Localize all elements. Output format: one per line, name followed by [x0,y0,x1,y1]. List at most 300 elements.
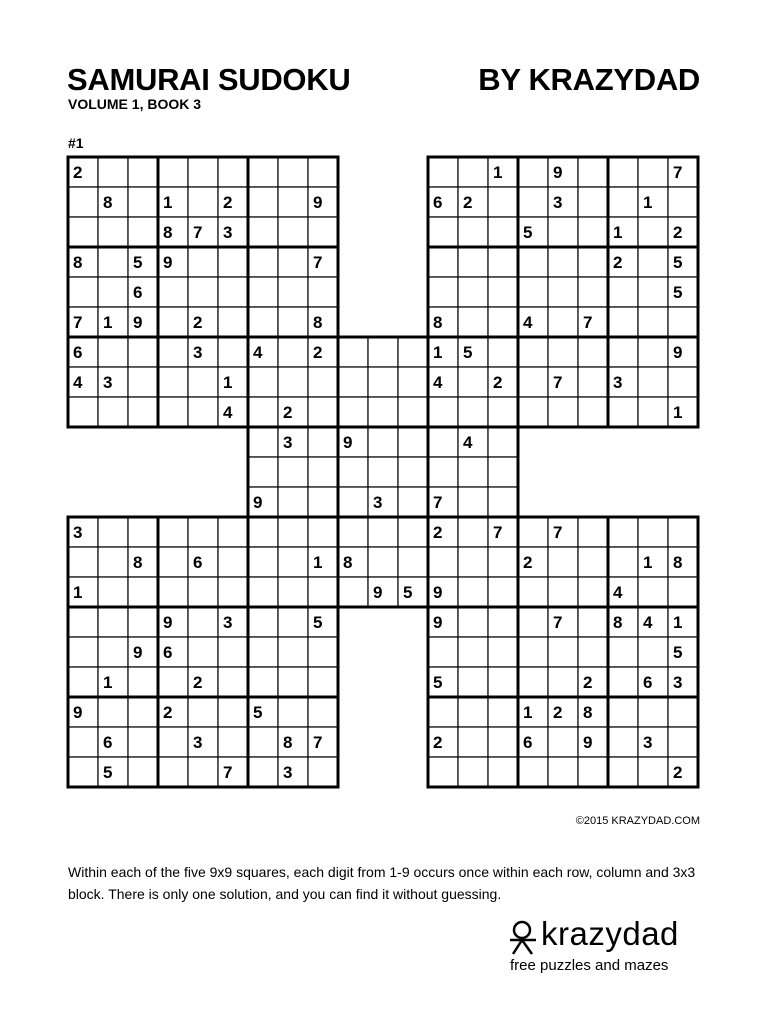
sudoku-cell[interactable] [128,337,158,367]
sudoku-cell[interactable] [308,427,338,457]
sudoku-cell[interactable] [548,727,578,757]
sudoku-cell[interactable] [98,217,128,247]
sudoku-cell[interactable] [188,607,218,637]
given-digit: 9 [583,733,593,752]
sudoku-cell[interactable] [158,757,188,787]
sudoku-cell[interactable] [338,397,368,427]
sudoku-cell[interactable] [578,577,608,607]
given-digit: 8 [433,313,443,332]
sudoku-cell[interactable] [68,667,98,697]
sudoku-cell[interactable] [668,187,698,217]
sudoku-cell[interactable] [98,697,128,727]
sudoku-cell[interactable] [158,277,188,307]
sudoku-cell[interactable] [518,607,548,637]
sudoku-cell[interactable] [98,277,128,307]
given-digit: 8 [613,613,623,632]
sudoku-cell[interactable] [68,757,98,787]
sudoku-cell[interactable] [128,367,158,397]
sudoku-cell[interactable] [368,427,398,457]
sudoku-cell[interactable] [638,217,668,247]
sudoku-cell[interactable] [98,247,128,277]
given-digit: 8 [73,253,83,272]
sudoku-cell[interactable] [458,367,488,397]
sudoku-cell[interactable] [638,277,668,307]
sudoku-cell[interactable] [518,277,548,307]
sudoku-cell[interactable] [428,247,458,277]
sudoku-cell[interactable] [98,577,128,607]
sudoku-cell[interactable] [548,547,578,577]
sudoku-cell[interactable] [398,367,428,397]
sudoku-cell[interactable] [278,187,308,217]
sudoku-cell[interactable] [458,397,488,427]
sudoku-cell[interactable] [398,337,428,367]
given-digit: 9 [133,643,143,662]
sudoku-cell[interactable] [278,217,308,247]
sudoku-cell[interactable] [608,307,638,337]
sudoku-cell[interactable] [248,667,278,697]
sudoku-cell[interactable] [488,727,518,757]
sudoku-cell[interactable] [548,577,578,607]
sudoku-cell[interactable] [488,337,518,367]
sudoku-cell[interactable] [578,607,608,637]
sudoku-cell[interactable] [278,457,308,487]
given-digit: 5 [253,703,263,722]
sudoku-cell[interactable] [188,157,218,187]
sudoku-cell[interactable] [158,397,188,427]
sudoku-cell[interactable] [458,247,488,277]
sudoku-cell[interactable] [488,607,518,637]
sudoku-cell[interactable] [398,517,428,547]
sudoku-cell[interactable] [68,607,98,637]
sudoku-cell[interactable] [428,757,458,787]
sudoku-cell[interactable] [578,337,608,367]
sudoku-cell[interactable] [458,577,488,607]
sudoku-cell[interactable] [518,517,548,547]
sudoku-cell[interactable] [218,697,248,727]
sudoku-cell[interactable] [608,397,638,427]
given-digit: 7 [193,223,203,242]
sudoku-cell[interactable] [68,277,98,307]
sudoku-cell[interactable] [248,187,278,217]
sudoku-cell[interactable] [248,427,278,457]
sudoku-cell[interactable] [308,577,338,607]
given-digit: 8 [313,313,323,332]
sudoku-cell[interactable] [458,307,488,337]
sudoku-cell[interactable] [218,157,248,187]
sudoku-cell[interactable] [278,607,308,637]
sudoku-cell[interactable] [458,637,488,667]
sudoku-cell[interactable] [308,277,338,307]
sudoku-cell[interactable] [458,517,488,547]
sudoku-cell[interactable] [308,157,338,187]
sudoku-cell[interactable] [668,367,698,397]
sudoku-cell[interactable] [428,217,458,247]
sudoku-cell[interactable] [668,577,698,607]
sudoku-cell[interactable] [458,217,488,247]
sudoku-cell[interactable] [308,487,338,517]
sudoku-cell[interactable] [488,277,518,307]
sudoku-cell[interactable] [518,247,548,277]
sudoku-cell[interactable] [488,577,518,607]
sudoku-cell[interactable] [608,517,638,547]
sudoku-cell[interactable] [488,487,518,517]
sudoku-cell[interactable] [518,367,548,397]
sudoku-cell[interactable] [188,187,218,217]
sudoku-cell[interactable] [128,757,158,787]
sudoku-cell[interactable] [428,427,458,457]
sudoku-cell[interactable] [458,457,488,487]
sudoku-cell[interactable] [278,487,308,517]
sudoku-cell[interactable] [488,697,518,727]
sudoku-cell[interactable] [68,397,98,427]
sudoku-cell[interactable] [458,757,488,787]
sudoku-cell[interactable] [128,577,158,607]
sudoku-cell[interactable] [638,367,668,397]
sudoku-cell[interactable] [548,247,578,277]
sudoku-cell[interactable] [368,367,398,397]
sudoku-cell[interactable] [368,397,398,427]
sudoku-cell[interactable] [608,667,638,697]
sudoku-cell[interactable] [548,307,578,337]
sudoku-cell[interactable] [578,547,608,577]
sudoku-cell[interactable] [578,157,608,187]
sudoku-cell[interactable] [128,667,158,697]
sudoku-cell[interactable] [518,637,548,667]
given-digit: 7 [73,313,83,332]
sudoku-cell[interactable] [278,367,308,397]
sudoku-cell[interactable] [578,367,608,397]
sudoku-cell[interactable] [278,547,308,577]
sudoku-cell[interactable] [488,457,518,487]
sudoku-cell[interactable] [578,637,608,667]
sudoku-cell[interactable] [638,757,668,787]
sudoku-cell[interactable] [518,337,548,367]
sudoku-cell[interactable] [248,607,278,637]
sudoku-cell[interactable] [128,217,158,247]
sudoku-cell[interactable] [98,517,128,547]
sudoku-cell[interactable] [158,547,188,577]
given-digit: 9 [163,253,173,272]
sudoku-cell[interactable] [578,277,608,307]
sudoku-cell[interactable] [458,667,488,697]
sudoku-cell[interactable] [488,187,518,217]
sudoku-cell[interactable] [278,337,308,367]
given-digit: 7 [583,313,593,332]
sudoku-cell[interactable] [308,517,338,547]
sudoku-cell[interactable] [218,517,248,547]
sudoku-cell[interactable] [278,637,308,667]
sudoku-cell[interactable] [578,217,608,247]
given-digit: 2 [433,523,443,542]
sudoku-cell[interactable] [428,697,458,727]
sudoku-cell[interactable] [398,547,428,577]
sudoku-cell[interactable] [458,547,488,577]
sudoku-cell[interactable] [248,457,278,487]
sudoku-cell[interactable] [68,637,98,667]
sudoku-cell[interactable] [278,307,308,337]
sudoku-cell[interactable] [608,637,638,667]
given-digit: 1 [523,703,533,722]
sudoku-cell[interactable] [248,157,278,187]
sudoku-cell[interactable] [218,247,248,277]
given-digit: 1 [673,613,683,632]
sudoku-cell[interactable] [98,157,128,187]
given-digit: 8 [283,733,293,752]
sudoku-cell[interactable] [248,637,278,667]
sudoku-cell[interactable] [98,637,128,667]
sudoku-cell[interactable] [368,547,398,577]
sudoku-cell[interactable] [638,397,668,427]
sudoku-cell[interactable] [338,367,368,397]
sudoku-cell[interactable] [398,487,428,517]
sudoku-cell[interactable] [248,757,278,787]
sudoku-cell[interactable] [458,277,488,307]
given-digit: 4 [73,373,83,392]
sudoku-cell[interactable] [128,517,158,547]
sudoku-cell[interactable] [518,757,548,787]
sudoku-cell[interactable] [638,577,668,607]
sudoku-cell[interactable] [158,337,188,367]
sudoku-cell[interactable] [428,277,458,307]
sudoku-cell[interactable] [428,157,458,187]
sudoku-cell[interactable] [608,727,638,757]
sudoku-cell[interactable] [488,637,518,667]
sudoku-cell[interactable] [458,487,488,517]
given-digit: 2 [523,553,533,572]
given-digit: 5 [433,673,443,692]
sudoku-cell[interactable] [98,547,128,577]
sudoku-cell[interactable] [488,307,518,337]
sudoku-cell[interactable] [248,277,278,307]
sudoku-cell[interactable] [218,577,248,607]
sudoku-cell[interactable] [308,457,338,487]
sudoku-cell[interactable] [188,637,218,667]
sudoku-cell[interactable] [608,277,638,307]
sudoku-cell[interactable] [578,397,608,427]
sudoku-cell[interactable] [638,157,668,187]
sudoku-cell[interactable] [278,667,308,697]
sudoku-cell[interactable] [248,547,278,577]
sudoku-cell[interactable] [248,307,278,337]
given-digit: 2 [553,703,563,722]
sudoku-cell[interactable] [308,217,338,247]
sudoku-cell[interactable] [248,397,278,427]
sudoku-cell[interactable] [488,217,518,247]
sudoku-cell[interactable] [548,337,578,367]
sudoku-cell[interactable] [248,577,278,607]
given-digit: 4 [433,373,443,392]
given-digit: 7 [313,733,323,752]
sudoku-cell[interactable] [608,157,638,187]
sudoku-cell[interactable] [158,157,188,187]
given-digit: 9 [433,583,443,602]
sudoku-cell[interactable] [578,187,608,217]
sudoku-cell[interactable] [98,337,128,367]
given-digit: 5 [673,643,683,662]
sudoku-cell[interactable] [278,577,308,607]
sudoku-cell[interactable] [278,247,308,277]
sudoku-cell[interactable] [218,547,248,577]
sudoku-cell[interactable] [248,247,278,277]
sudoku-cell[interactable] [608,547,638,577]
sudoku-cell[interactable] [278,277,308,307]
sudoku-cell[interactable] [188,697,218,727]
sudoku-cell[interactable] [188,247,218,277]
sudoku-cell[interactable] [248,217,278,247]
sudoku-cell[interactable] [98,607,128,637]
sudoku-cell[interactable] [278,157,308,187]
given-digit: 3 [223,613,233,632]
sudoku-cell[interactable] [398,397,428,427]
sudoku-cell[interactable] [188,757,218,787]
given-digit: 7 [493,523,503,542]
sudoku-cell[interactable] [68,187,98,217]
given-digit: 2 [193,673,203,692]
sudoku-cell[interactable] [488,757,518,787]
sudoku-cell[interactable] [548,757,578,787]
sudoku-cell[interactable] [428,637,458,667]
sudoku-cell[interactable] [248,517,278,547]
sudoku-cell[interactable] [308,367,338,397]
sudoku-cell[interactable] [428,397,458,427]
sudoku-cell[interactable] [308,637,338,667]
sudoku-cell[interactable] [638,247,668,277]
sudoku-cell[interactable] [98,397,128,427]
sudoku-cell[interactable] [128,697,158,727]
sudoku-cell[interactable] [128,607,158,637]
sudoku-cell[interactable] [368,517,398,547]
given-digit: 3 [223,223,233,242]
sudoku-cell[interactable] [458,157,488,187]
sudoku-cell[interactable] [158,367,188,397]
sudoku-cell[interactable] [638,337,668,367]
sudoku-cell[interactable] [398,457,428,487]
sudoku-cell[interactable] [488,667,518,697]
sudoku-cell[interactable] [488,547,518,577]
given-digit: 5 [403,583,413,602]
sudoku-cell[interactable] [188,397,218,427]
sudoku-cell[interactable] [608,697,638,727]
sudoku-cell[interactable] [218,727,248,757]
sudoku-cell[interactable] [608,337,638,367]
sudoku-cell[interactable] [68,727,98,757]
sudoku-cell[interactable] [128,157,158,187]
sudoku-cell[interactable] [608,757,638,787]
given-digit: 8 [343,553,353,572]
sudoku-cell[interactable] [668,697,698,727]
sudoku-cell[interactable] [158,307,188,337]
sudoku-cell[interactable] [308,397,338,427]
sudoku-cell[interactable] [218,337,248,367]
sudoku-cell[interactable] [638,697,668,727]
sudoku-cell[interactable] [488,247,518,277]
sudoku-cell[interactable] [548,637,578,667]
sudoku-cell[interactable] [128,727,158,757]
sudoku-cell[interactable] [188,367,218,397]
sudoku-cell[interactable] [548,667,578,697]
sudoku-cell[interactable] [518,667,548,697]
sudoku-cell[interactable] [638,307,668,337]
sudoku-cell[interactable] [458,697,488,727]
sudoku-cell[interactable] [308,697,338,727]
sudoku-cell[interactable] [278,697,308,727]
given-digit: 1 [673,403,683,422]
sudoku-cell[interactable] [548,277,578,307]
sudoku-cell[interactable] [218,667,248,697]
sudoku-cell[interactable] [158,577,188,607]
sudoku-cell[interactable] [368,457,398,487]
sudoku-cell[interactable] [668,517,698,547]
sudoku-cell[interactable] [308,667,338,697]
given-digit: 2 [313,343,323,362]
sudoku-cell[interactable] [428,547,458,577]
sudoku-cell[interactable] [248,367,278,397]
sudoku-cell[interactable] [548,217,578,247]
sudoku-cell[interactable] [128,397,158,427]
sudoku-cell[interactable] [428,457,458,487]
sudoku-cell[interactable] [338,517,368,547]
sudoku-cell[interactable] [338,487,368,517]
sudoku-cell[interactable] [308,757,338,787]
given-digit: 5 [103,763,113,782]
sudoku-cell[interactable] [398,427,428,457]
sudoku-cell[interactable] [188,277,218,307]
sudoku-cell[interactable] [518,397,548,427]
instructions-text: Within each of the five 9x9 squares, each digit from 1-9 occurs once within each row, column and 3x3 block. There is only one solution, and you can find it without guessing. [68,864,696,902]
given-digit: 4 [223,403,233,422]
sudoku-cell[interactable] [158,517,188,547]
given-digit: 6 [433,193,443,212]
sudoku-cell[interactable] [158,667,188,697]
sudoku-cell[interactable] [608,187,638,217]
sudoku-cell[interactable] [218,277,248,307]
given-digit: 8 [163,223,173,242]
sudoku-cell[interactable] [338,337,368,367]
sudoku-cell[interactable] [68,217,98,247]
sudoku-cell[interactable] [668,727,698,757]
sudoku-cell[interactable] [488,397,518,427]
sudoku-cell[interactable] [578,757,608,787]
sudoku-cell[interactable] [578,247,608,277]
sudoku-cell[interactable] [368,337,398,367]
sudoku-cell[interactable] [668,307,698,337]
sudoku-cell[interactable] [578,517,608,547]
sudoku-cell[interactable] [488,427,518,457]
sudoku-cell[interactable] [638,637,668,667]
sudoku-cell[interactable] [218,307,248,337]
sudoku-cell[interactable] [518,577,548,607]
sudoku-cell[interactable] [68,547,98,577]
sudoku-cell[interactable] [338,577,368,607]
given-digit: 7 [553,373,563,392]
sudoku-cell[interactable] [548,397,578,427]
sudoku-cell[interactable] [458,607,488,637]
sudoku-cell[interactable] [188,577,218,607]
sudoku-cell[interactable] [518,187,548,217]
sudoku-cell[interactable] [458,727,488,757]
given-digit: 1 [643,193,653,212]
sudoku-cell[interactable] [188,517,218,547]
sudoku-cell[interactable] [338,457,368,487]
sudoku-cell[interactable] [638,517,668,547]
given-digit: 7 [673,163,683,182]
sudoku-cell[interactable] [128,187,158,217]
sudoku-cell[interactable] [278,517,308,547]
sudoku-cell[interactable] [248,727,278,757]
sudoku-cell[interactable] [218,637,248,667]
sudoku-cell[interactable] [158,727,188,757]
sudoku-cell[interactable] [518,157,548,187]
